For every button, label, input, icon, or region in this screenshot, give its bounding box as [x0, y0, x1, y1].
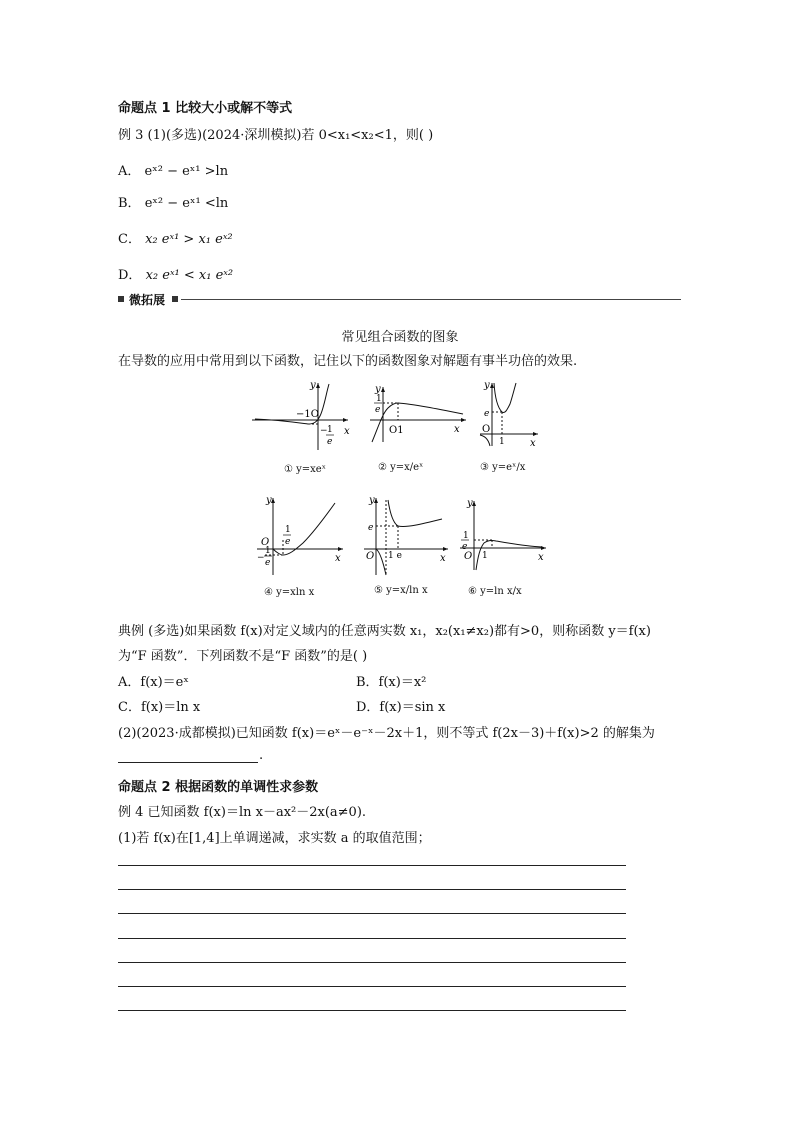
graph-1	[250, 380, 350, 452]
tick-label: 1	[327, 425, 333, 435]
graph-2-caption: ② y=x/eˣ	[378, 462, 424, 473]
classic-example-line-1: 典例 (多选)如果函数 f(x)对定义域内的任意两实数 x₁，x₂(x₁≠x₂)都有>0，则称函数 y＝f(x)	[118, 624, 651, 639]
origin-label: O	[482, 424, 491, 435]
option-c	[118, 228, 233, 247]
graph-4-caption: ④ y=xln x	[264, 587, 315, 598]
option-a	[118, 160, 228, 179]
example-3-stem: 例 3 (1)(多选)(2024·深圳模拟)若 0<x₁<x₂<1，则( )	[118, 128, 434, 143]
y-axis-label: y	[484, 380, 490, 391]
tick-label: −	[257, 553, 265, 563]
option-label: B．	[118, 196, 141, 211]
graph-5-caption: ⑤ y=x/ln x	[374, 585, 428, 596]
x-axis-label: x	[454, 424, 460, 435]
option-expression: x₂ eˣ¹ > x₁ eˣ²	[145, 232, 233, 247]
tick-label: e	[484, 409, 490, 419]
tick-label: 1 e	[388, 551, 402, 561]
tick-label: e	[462, 542, 468, 552]
extension-tag: 微拓展	[129, 293, 166, 307]
divider	[181, 299, 681, 300]
graph-6	[458, 498, 548, 572]
origin-label: O	[366, 551, 375, 562]
square-bullet-icon	[172, 296, 178, 302]
extension-title: 常见组合函数的图象	[341, 330, 459, 345]
origin-label: O	[261, 537, 270, 548]
option-label: A．	[118, 164, 141, 179]
y-axis-label: y	[375, 384, 381, 395]
tick-label: 1	[499, 437, 505, 447]
answer-line	[118, 986, 626, 987]
tick-label: e	[285, 537, 291, 547]
square-bullet-icon	[118, 296, 124, 302]
x-axis-label: x	[538, 552, 544, 563]
section-title-1: 命题点 1 比较大小或解不等式	[118, 101, 293, 116]
origin-label: O1	[389, 425, 404, 436]
tick-label: 1	[265, 546, 271, 556]
answer-line	[118, 1010, 626, 1011]
example-4-part-1: (1)若 f(x)在[1,4]上单调递减，求实数 a 的取值范围；	[118, 831, 431, 846]
answer-line	[118, 865, 626, 866]
tick-label: e	[265, 558, 271, 568]
option-label: C．	[118, 232, 141, 247]
option-expression: eˣ² − eˣ¹ <ln	[144, 196, 229, 211]
x-axis-label: x	[344, 426, 350, 437]
graph-1-caption: ① y=xeˣ	[284, 464, 326, 475]
classic-option-d: D．f(x)＝sin x	[356, 700, 446, 715]
option-d	[118, 264, 233, 283]
question-2: (2)(2023·成都模拟)已知函数 f(x)＝eˣ－e⁻ˣ－2x＋1，则不等式 f(2x－3)＋f(x)>2 的解集为	[118, 726, 655, 741]
y-axis-label: y	[467, 498, 473, 509]
y-axis-label: y	[369, 495, 375, 506]
x-axis-label: x	[530, 438, 536, 448]
tick-label: e	[327, 437, 333, 447]
classic-example-line-2: 为“F 函数”．下列函数不是“F 函数”的是( )	[118, 649, 368, 664]
origin-label: −1O	[296, 409, 319, 420]
tick-label: e	[375, 405, 381, 415]
answer-blank-period: .	[259, 748, 264, 763]
option-b	[118, 192, 228, 211]
answer-blank	[118, 762, 258, 763]
graph-3	[478, 380, 540, 448]
answer-line	[118, 938, 626, 939]
graph-3-caption: ③ y=eˣ/x	[480, 462, 526, 473]
extension-intro: 在导数的应用中常用到以下函数，记住以下的函数图象对解题有事半功倍的效果.	[118, 354, 578, 369]
tick-label: 1	[482, 551, 488, 561]
answer-line	[118, 889, 626, 890]
classic-option-b: B．f(x)＝x²	[356, 675, 427, 690]
x-axis-label: x	[335, 553, 341, 564]
option-expression: x₂ eˣ¹ < x₁ eˣ²	[145, 268, 234, 283]
answer-line	[118, 962, 626, 963]
origin-label: O	[464, 551, 473, 562]
tick-label: 1	[285, 525, 291, 535]
graph-4	[255, 495, 345, 577]
option-expression: eˣ² − eˣ¹ >ln	[144, 164, 229, 179]
example-4-stem: 例 4 已知函数 f(x)＝ln x－ax²－2x(a≠0).	[118, 805, 367, 820]
tick-label: 1	[376, 394, 382, 404]
y-axis-label: y	[266, 495, 272, 506]
graph-2	[368, 384, 468, 446]
x-axis-label: x	[440, 553, 446, 564]
answer-line	[118, 913, 626, 914]
classic-option-a: A．f(x)＝eˣ	[118, 675, 189, 690]
graph-6-caption: ⑥ y=ln x/x	[468, 586, 522, 597]
graph-5	[362, 495, 450, 577]
tick-label: −	[320, 426, 328, 436]
y-axis-label: y	[310, 380, 316, 391]
option-label: D．	[118, 268, 142, 283]
classic-option-c: C．f(x)＝ln x	[118, 700, 201, 715]
tick-label: 1	[463, 531, 469, 541]
section-title-2: 命题点 2 根据函数的单调性求参数	[118, 780, 319, 795]
tick-label: e	[368, 523, 374, 533]
